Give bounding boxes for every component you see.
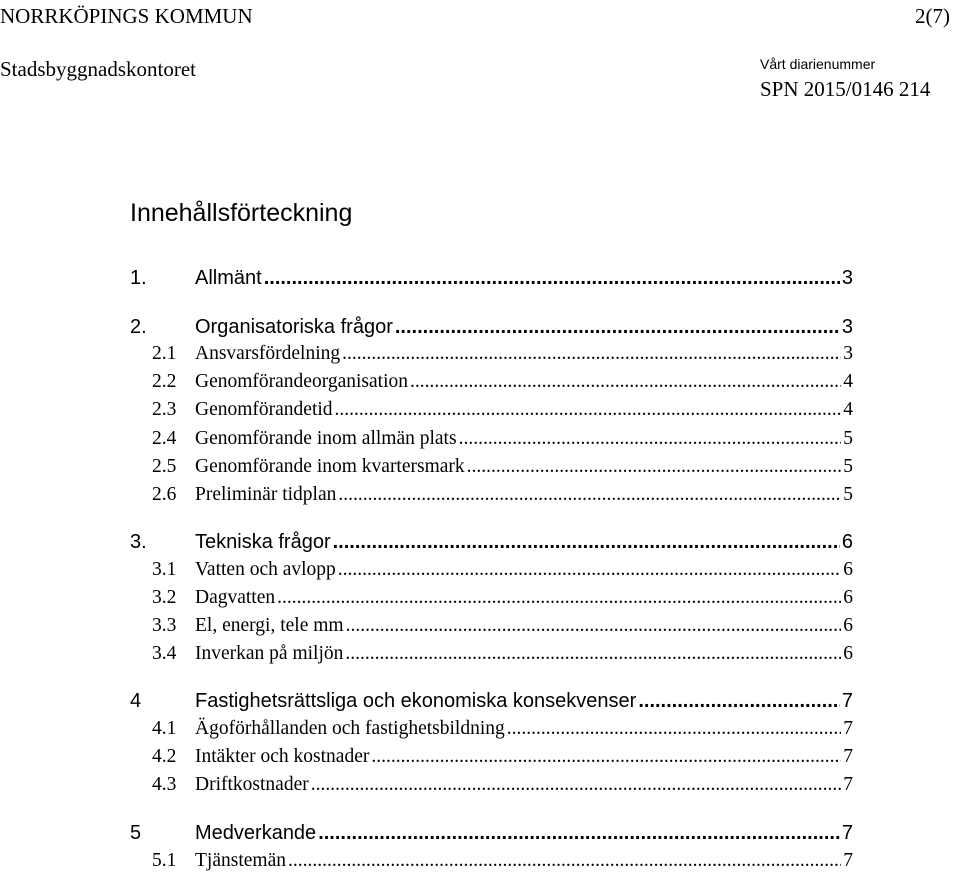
dot-leader xyxy=(333,530,840,554)
toc-title: Innehållsförteckning xyxy=(130,199,353,227)
toc-entry[interactable] xyxy=(130,587,853,609)
toc-entry[interactable] xyxy=(130,428,853,450)
toc-entry-number: 2. xyxy=(130,316,147,338)
toc-entry-title: Genomförandetid xyxy=(195,399,333,420)
toc-entry-title: El, energi, tele mm xyxy=(195,615,344,636)
toc-entry-page: 7 xyxy=(843,850,853,871)
toc-entry[interactable] xyxy=(130,643,853,665)
toc-entry-page: 4 xyxy=(843,399,853,420)
toc-entry-number: 3.1 xyxy=(152,559,177,580)
toc-entry-title: Tjänstemän xyxy=(195,850,286,871)
dot-leader xyxy=(264,266,840,290)
toc-entry-title: Vatten och avlopp xyxy=(195,559,336,580)
toc-entry-title: Driftkostnader xyxy=(195,774,309,795)
toc-entry-title: Ägoförhållanden och fastighetsbildning xyxy=(195,718,505,739)
toc-entry-number: 2.4 xyxy=(152,428,177,449)
toc-entry[interactable] xyxy=(130,615,853,637)
toc-entry[interactable] xyxy=(130,689,853,713)
toc-entry-title: Genomförande inom kvartersmark xyxy=(195,456,465,477)
toc-entry-number: 2.1 xyxy=(152,343,177,364)
dot-leader xyxy=(277,587,841,609)
toc-entry[interactable] xyxy=(130,399,853,421)
toc-entry[interactable] xyxy=(130,746,853,768)
toc-entry-page: 5 xyxy=(843,428,853,449)
toc-entry-page: 7 xyxy=(843,774,853,795)
toc-entry-page: 5 xyxy=(843,456,853,477)
reference-label: Vårt diarienummer xyxy=(760,56,876,72)
toc-entry-page: 5 xyxy=(843,484,853,505)
toc-entry[interactable] xyxy=(130,371,853,393)
toc-entry-page: 6 xyxy=(843,587,853,608)
toc-entry-number: 3.3 xyxy=(152,615,177,636)
toc-entry-title: Preliminär tidplan xyxy=(195,484,337,505)
dot-leader xyxy=(335,399,842,421)
toc-entry-number: 4.3 xyxy=(152,774,177,795)
toc-entry[interactable] xyxy=(130,456,853,478)
toc-entry-page: 3 xyxy=(843,343,853,364)
toc-entry-title: Genomförande inom allmän plats xyxy=(195,428,457,449)
page-indicator: 2(7) xyxy=(915,4,950,28)
toc-entry-page: 7 xyxy=(843,718,853,739)
toc-entry[interactable] xyxy=(130,343,853,365)
dot-leader xyxy=(346,615,842,637)
toc-entry-page: 6 xyxy=(843,559,853,580)
toc-entry[interactable] xyxy=(130,821,853,845)
toc-entry-number: 4.2 xyxy=(152,746,177,767)
dot-leader xyxy=(507,718,841,740)
toc-entry-title: Ansvarsfördelning xyxy=(195,343,341,364)
toc-entry[interactable] xyxy=(130,774,853,796)
dot-leader xyxy=(395,315,840,339)
toc-entry[interactable] xyxy=(130,559,853,581)
toc-entry-number: 3.2 xyxy=(152,587,177,608)
toc-entry[interactable] xyxy=(130,850,853,872)
dot-leader xyxy=(345,643,841,665)
toc-entry-number: 5 xyxy=(130,822,142,844)
toc-entry-title: Medverkande xyxy=(195,822,317,844)
toc-entry-number: 1. xyxy=(130,267,147,289)
toc-entry[interactable] xyxy=(130,484,853,506)
toc-entry-title: Intäkter och kostnader xyxy=(195,746,370,767)
toc-entry-title: Inverkan på miljön xyxy=(195,643,344,664)
toc-entry[interactable] xyxy=(130,266,853,290)
toc-entry[interactable] xyxy=(130,315,853,339)
toc-entry-title: Allmänt xyxy=(195,267,262,289)
toc-entry-number: 4.1 xyxy=(152,718,177,739)
toc-entry-page: 7 xyxy=(841,690,853,712)
toc-entry-number: 2.6 xyxy=(152,484,177,505)
dot-leader xyxy=(338,484,841,506)
dot-leader xyxy=(342,343,841,365)
dot-leader xyxy=(638,689,840,713)
toc-entry-title: Tekniska frågor xyxy=(195,531,331,553)
dot-leader xyxy=(459,428,842,450)
dot-leader xyxy=(467,456,842,478)
dot-leader xyxy=(371,746,841,768)
toc-entry-page: 3 xyxy=(841,267,853,289)
toc-entry-title: Genomförandeorganisation xyxy=(195,371,408,392)
toc-entry-number: 5.1 xyxy=(152,850,177,871)
toc-entry-page: 3 xyxy=(841,316,853,338)
toc-entry-page: 7 xyxy=(841,822,853,844)
toc-entry-title: Fastighetsrättsliga och ekonomiska konsekvenser xyxy=(195,690,637,712)
toc-entry-number: 3.4 xyxy=(152,643,177,664)
org-name: NORRKÖPINGS KOMMUN xyxy=(0,4,253,28)
toc-entry-number: 3. xyxy=(130,531,147,553)
dot-leader xyxy=(410,371,841,393)
dot-leader xyxy=(338,559,841,581)
toc-entry-page: 4 xyxy=(843,371,853,392)
toc-entry-page: 7 xyxy=(843,746,853,767)
dot-leader xyxy=(318,821,840,845)
dot-leader xyxy=(288,850,841,872)
toc-entry-title: Organisatoriska frågor xyxy=(195,316,393,338)
toc-entry-number: 4 xyxy=(130,690,142,712)
department-name: Stadsbyggnadskontoret xyxy=(0,57,196,81)
dot-leader xyxy=(311,774,842,796)
toc-entry-page: 6 xyxy=(843,615,853,636)
toc-entry-page: 6 xyxy=(843,643,853,664)
toc-entry-number: 2.2 xyxy=(152,371,177,392)
toc-entry[interactable] xyxy=(130,718,853,740)
toc-entry-number: 2.3 xyxy=(152,399,177,420)
toc-entry-page: 6 xyxy=(841,531,853,553)
toc-entry-title: Dagvatten xyxy=(195,587,276,608)
toc-entry-number: 2.5 xyxy=(152,456,177,477)
reference-number: SPN 2015/0146 214 xyxy=(760,77,931,101)
toc-entry[interactable] xyxy=(130,530,853,554)
